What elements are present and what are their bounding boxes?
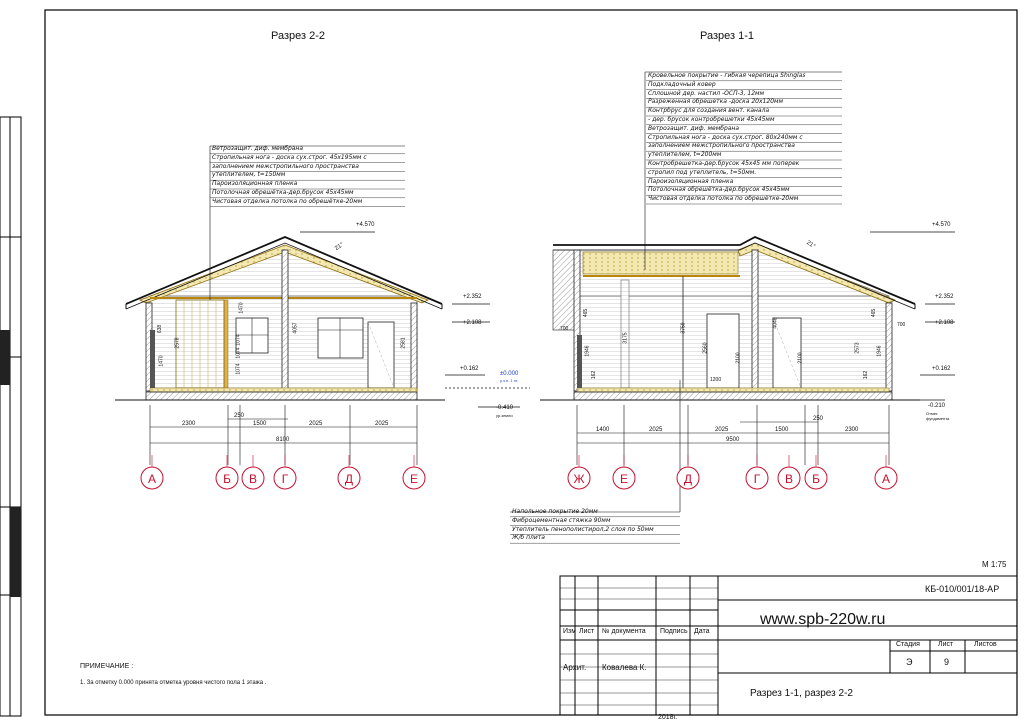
- dimension-label: 250: [234, 413, 245, 419]
- level-eave-bottom-1-1: +2.108: [935, 320, 954, 326]
- axis-label: Б: [223, 472, 231, 486]
- dimension-label: 2100: [797, 352, 804, 364]
- axis-label: Е: [619, 472, 629, 486]
- dimension-label: 2025: [715, 427, 729, 433]
- sheets-label: Листов: [974, 641, 997, 648]
- dimension-label: 2300: [182, 421, 196, 427]
- left-binding-strip: [0, 117, 21, 716]
- dimension-label: 700: [560, 326, 569, 332]
- axis-label: Г: [753, 472, 761, 486]
- note-line: Стропильная нога - доска сух.строг. 80х240мм с: [648, 133, 803, 141]
- stamp-header-cell: Дата: [694, 628, 710, 635]
- dimension-label: 2578: [174, 337, 181, 349]
- axis-label: В: [248, 472, 258, 486]
- note-line: Чистовая отделка потолка по обрешётке-20мм: [212, 197, 363, 205]
- note-line: утеплителем, t=150мм: [212, 171, 286, 179]
- note-line: заполнением межстропильного пространства: [212, 162, 359, 170]
- slope-2-2: 21°: [334, 241, 345, 253]
- dimension-label: 162: [863, 370, 870, 380]
- note-line: Контрбрус для создания вент. канала: [648, 107, 770, 115]
- dimension-label: 1470: [238, 302, 245, 314]
- note-line: Потолочная обрешётка-дер.брусок 45х45мм: [212, 189, 354, 196]
- sheet-label: Лист: [938, 641, 954, 648]
- section-2-2-title: Разрез 2-2: [271, 30, 326, 42]
- level-foundation-1-1: -0.210: [928, 403, 946, 409]
- level-zero-sub: у.ч.п. 1 эт.: [500, 378, 519, 383]
- note-line: Потолочная обрешётка-дер.брусок 45х45мм: [648, 186, 790, 194]
- level-ground-2-2: +0.162: [460, 366, 479, 372]
- note-line: - дер. брусок контробрешетки 45х45мм: [648, 116, 775, 123]
- note-line: заполнением межстропильного пространства: [648, 142, 795, 150]
- dimension-label: 1946: [876, 345, 883, 357]
- stage-value: Э: [906, 657, 913, 667]
- section-2-2-drawing: [115, 237, 445, 400]
- note-line: Стропильная нога - доска сух.строг. 45х195мм с: [212, 153, 367, 161]
- axis-label: Д: [344, 472, 354, 486]
- stamp-header-cell: Подпись: [660, 628, 688, 635]
- stamp-header-cell: Изм: [563, 628, 577, 635]
- axis-label: В: [784, 472, 794, 486]
- dimension-label: 1946: [584, 345, 591, 357]
- dimension-label: 1470: [158, 355, 165, 367]
- dimension-label: 2025: [309, 421, 323, 427]
- dimension-label: 1074: [235, 334, 242, 346]
- scale-label: М 1:75: [982, 560, 1007, 569]
- dimension-label: 2560: [702, 342, 709, 354]
- note-line: Пароизоляционная пленка: [648, 177, 734, 185]
- dimension-label: 1074: [235, 347, 242, 359]
- dimension-label: 162: [591, 370, 598, 380]
- dimension-label: 638: [157, 324, 164, 334]
- level-foundation-sub: ур.земли: [496, 413, 513, 418]
- dimension-label: 8100: [276, 437, 290, 443]
- role-label: Архит.: [563, 663, 587, 672]
- axis-label: Б: [812, 472, 820, 486]
- note-line: Ветрозащит. диф. мембрана: [648, 124, 740, 132]
- dimension-label: 465: [871, 308, 878, 318]
- remarks-title: ПРИМЕЧАНИЕ :: [80, 663, 134, 670]
- level-roof-top-1-1: +4.570: [932, 222, 951, 228]
- dimension-label: 3175: [622, 332, 629, 344]
- dimension-label: 3759: [680, 322, 687, 334]
- note-line: Фиброцементная стяжка 90мм: [512, 516, 611, 524]
- sheet-value: 9: [944, 657, 950, 667]
- axis-label: А: [881, 472, 891, 486]
- axis-label: Е: [409, 472, 419, 486]
- dimension-label: 4048: [772, 317, 779, 329]
- dimension-label: 2573: [854, 342, 861, 354]
- dimension-label: 700: [897, 322, 906, 328]
- note-line: Утеплитель пенополистирол,2 слоя по 50мм: [512, 525, 654, 533]
- axis-label: А: [147, 472, 157, 486]
- note-line: Кровельное покрытие - гибкая черепица Shinglas: [648, 72, 806, 79]
- dimension-label: 2025: [649, 427, 663, 433]
- section-2-2-dims: [150, 405, 417, 465]
- dimension-label: 1200: [710, 377, 722, 383]
- dimension-label: 1500: [775, 427, 789, 433]
- axis-label: Г: [281, 472, 289, 486]
- level-eave-top-2-2: +2.352: [463, 294, 482, 300]
- level-zero: ±0.000: [500, 371, 519, 377]
- dimension-label: 1074: [235, 363, 242, 375]
- note-line: Контробрешетка-дер.брусок 45х45 мм поперек: [648, 160, 800, 167]
- author-name: Ковалева К.: [602, 663, 647, 672]
- note-line: Пароизоляционная пленка: [212, 180, 298, 188]
- dimension-label: 2100: [735, 352, 742, 364]
- note-line: Ж/б плита: [512, 534, 545, 542]
- dimension-label: 1500: [253, 421, 267, 427]
- level-ground-1-1: +0.162: [932, 366, 951, 372]
- stamp-header-cell: Лист: [579, 628, 595, 635]
- drawing-code: КБ-010/001/18-АР: [925, 584, 1000, 594]
- axis-label: Ж: [573, 472, 585, 486]
- note-line: Ветрозащит. диф. мембрана: [212, 145, 304, 152]
- note-line: утеплителем, t=200мм: [648, 151, 722, 159]
- stamp-header-cell: № документа: [602, 628, 646, 635]
- dimension-label: 2300: [845, 427, 859, 433]
- level-eave-bottom-2-2: +2.108: [463, 320, 482, 326]
- dimension-label: 2581: [400, 337, 407, 349]
- slope-1-1: 21°: [805, 239, 816, 251]
- year: 2018г.: [658, 714, 678, 721]
- dimension-label: 465: [583, 308, 590, 318]
- website: www.spb-220w.ru: [760, 611, 886, 628]
- dimension-label: 250: [813, 416, 824, 422]
- level-roof-top-2-2: +4.570: [356, 222, 375, 228]
- dimension-label: 2025: [375, 421, 389, 427]
- dimension-label: 9500: [726, 437, 740, 443]
- section-1-1-title: Разрез 1-1: [700, 30, 755, 42]
- level-eave-top-1-1: +2.352: [935, 294, 954, 300]
- note-line: Подкладочный ковер: [648, 80, 716, 88]
- remarks-text: 1. За отметку 0.000 принята отметка уровня чистого пола 1 этажа .: [80, 680, 267, 686]
- note-line: Напольное покрытие 20мм: [512, 508, 598, 515]
- note-line: Чистовая отделка потолка по обрешётке-20мм: [648, 195, 799, 203]
- level-foundation: -0.410: [496, 405, 514, 411]
- note-line: Сплошной дер. настил -ОСП-3, 12мм: [648, 89, 765, 97]
- stage-label: Стадия: [896, 641, 920, 648]
- note-line: стропил под утеплитель, t=50мм.: [648, 168, 757, 176]
- axis-label: Д: [683, 472, 693, 486]
- dimension-label: 1400: [596, 427, 610, 433]
- dimension-label: 4057: [292, 322, 299, 334]
- note-line: Разреженная обрешетка -доска 20х120мм: [648, 98, 784, 106]
- level-foundation-1-1-sub: Отмет. фундамента: [926, 411, 950, 421]
- sheet-title: Разрез 1-1, разрез 2-2: [750, 688, 853, 699]
